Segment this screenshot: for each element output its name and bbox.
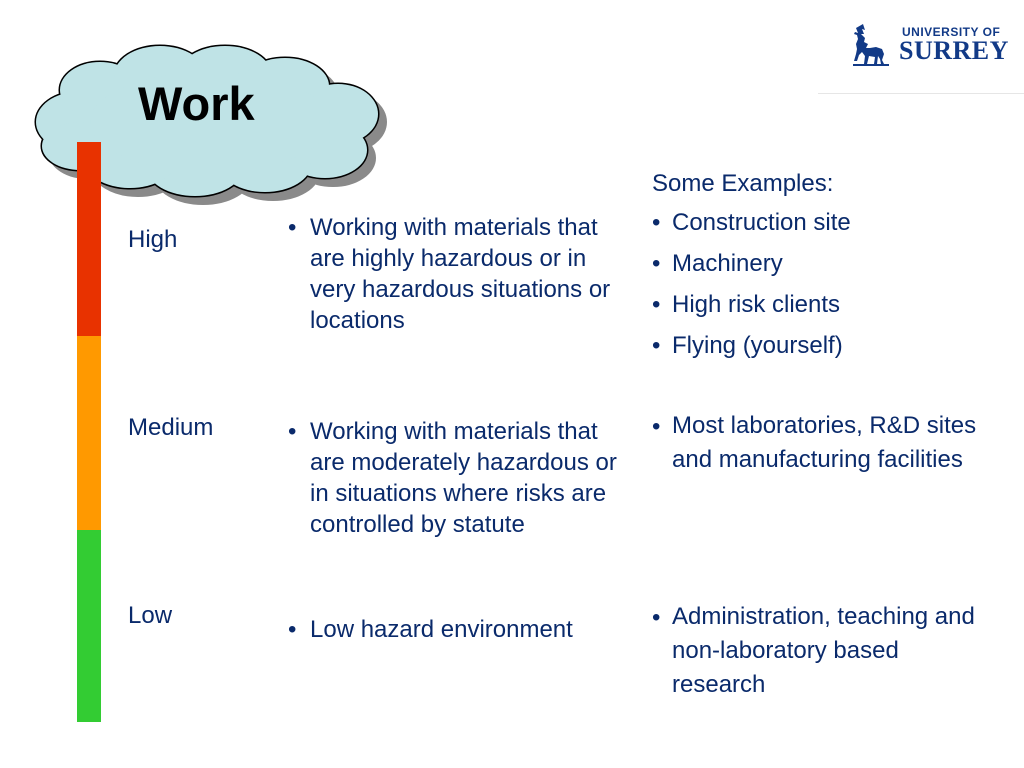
bullet: • bbox=[652, 209, 661, 236]
examples-heading: Some Examples: bbox=[652, 170, 834, 197]
logo-university-of: UNIVERSITY OF bbox=[902, 25, 1001, 39]
level-label-medium: Medium bbox=[128, 414, 214, 441]
description-text: Working with materials that are moderately hazardous or in situations where risks are controlled by statute bbox=[310, 418, 617, 538]
description-text: Low hazard environment bbox=[310, 616, 573, 643]
stag-icon bbox=[849, 20, 893, 68]
slide-title: Work bbox=[138, 77, 255, 130]
bullet: • bbox=[652, 604, 661, 631]
example-text: Flying (yourself) bbox=[672, 332, 843, 359]
level-label-low: Low bbox=[128, 602, 173, 629]
bullet: • bbox=[652, 291, 661, 318]
example-text: High risk clients bbox=[672, 291, 841, 318]
example-text: Administration, teaching and non-laboratory based research bbox=[672, 603, 975, 698]
bullet: • bbox=[288, 616, 297, 643]
bullet: • bbox=[288, 418, 297, 445]
logo-divider bbox=[818, 93, 1024, 94]
level-label-high: High bbox=[128, 226, 178, 253]
risk-bar-high bbox=[77, 142, 101, 336]
bullet: • bbox=[652, 413, 661, 440]
example-text: Machinery bbox=[672, 250, 783, 277]
bullet: • bbox=[652, 250, 661, 277]
bullet: • bbox=[288, 214, 297, 241]
example-text: Most laboratories, R&D sites and manufacturing facilities bbox=[672, 412, 977, 473]
risk-bar-medium bbox=[77, 336, 101, 530]
description-text: Working with materials that are highly hazardous or in very hazardous situations or locations bbox=[310, 214, 611, 334]
example-text: Construction site bbox=[672, 209, 851, 236]
logo-surrey: SURREY bbox=[899, 36, 1009, 65]
risk-bar-low bbox=[77, 530, 101, 722]
bullet: • bbox=[652, 332, 661, 359]
